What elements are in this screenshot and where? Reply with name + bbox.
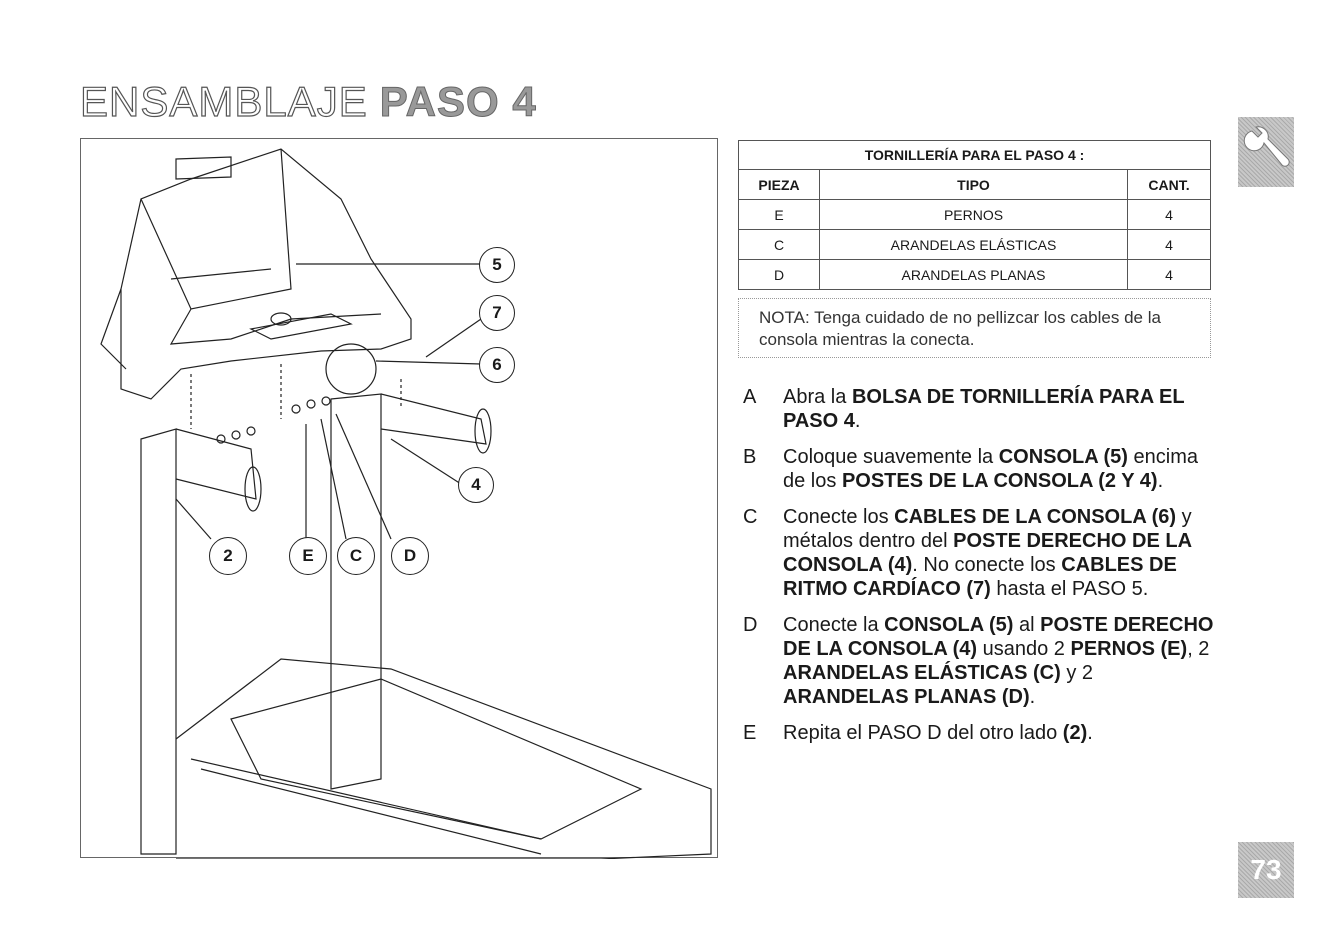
cell-tipo: ARANDELAS PLANAS	[820, 260, 1128, 290]
step-letter: D	[743, 614, 758, 636]
step-text: .	[1157, 470, 1164, 492]
table-header-row	[739, 170, 1211, 200]
hardware-caption: TORNILLERÍA PARA EL PASO 4 :	[739, 141, 1211, 170]
cell-pieza: E	[739, 200, 820, 230]
callout-C: C	[337, 537, 375, 575]
step-text: , 2	[1187, 638, 1210, 660]
step-emphasis: POSTE DERECHO DE LA CONSOLA (4)	[783, 530, 1192, 576]
step-text: .	[1087, 722, 1093, 744]
callout-2: 2	[209, 537, 247, 575]
step-letter: C	[743, 506, 758, 528]
step-text: y métalos dentro del	[783, 506, 1192, 552]
table-row	[739, 260, 1211, 290]
cell-tipo: PERNOS	[820, 200, 1128, 230]
step-emphasis: ARANDELAS PLANAS (D)	[783, 686, 1030, 708]
step-emphasis: POSTE DERECHO DE LA CONSOLA (4)	[783, 614, 1214, 660]
step-item	[738, 721, 1218, 745]
step-text: Repita el PASO D del otro lado	[783, 722, 1063, 744]
step-item	[738, 613, 1218, 709]
wrench-icon	[1238, 117, 1294, 187]
callout-6: 6	[479, 347, 515, 383]
assembly-figure	[80, 138, 718, 858]
page-number: 73	[1250, 854, 1282, 885]
step-letter: A	[743, 386, 757, 408]
header-pieza: PIEZA	[739, 170, 820, 200]
step-text: y 2	[1060, 662, 1094, 684]
step-emphasis: CABLES DE RITMO CARDÍACO (7)	[783, 554, 1177, 600]
step-text: . No conecte los	[912, 554, 1062, 576]
instruction-steps	[738, 385, 1218, 757]
page-number-tab	[1238, 842, 1294, 898]
header-cant: CANT.	[1128, 170, 1211, 200]
step-text: Conecte la	[783, 614, 885, 636]
step-item	[738, 445, 1218, 493]
step-text: Abra la	[783, 386, 852, 408]
step-item	[738, 385, 1218, 433]
step-letter: E	[743, 722, 757, 744]
step-emphasis: ARANDELAS ELÁSTICAS (C)	[783, 662, 1061, 684]
step-emphasis: CONSOLA (5)	[884, 614, 1014, 636]
step-text: Conecte los	[783, 506, 895, 528]
step-emphasis: BOLSA DE TORNILLERÍA PARA EL PASO 4	[783, 386, 1185, 432]
callout-5: 5	[479, 247, 515, 283]
callout-D: D	[391, 537, 429, 575]
table-row	[739, 200, 1211, 230]
cell-pieza: C	[739, 230, 820, 260]
header-tipo: TIPO	[820, 170, 1128, 200]
treadmill-illustration	[81, 139, 719, 859]
table-row	[739, 230, 1211, 260]
step-text: al	[1013, 614, 1041, 636]
step-emphasis: CONSOLA (5)	[998, 446, 1128, 468]
step-text: hasta el PASO 5.	[990, 578, 1149, 600]
page-title	[80, 78, 537, 126]
step-item	[738, 505, 1218, 601]
cell-cant: 4	[1128, 200, 1211, 230]
step-text: encima de los	[783, 446, 1198, 492]
hardware-table	[738, 140, 1211, 290]
step-text: .	[854, 410, 861, 432]
callout-4: 4	[458, 467, 494, 503]
step-emphasis: (2)	[1062, 722, 1088, 744]
step-emphasis: CABLES DE LA CONSOLA (6)	[894, 506, 1177, 528]
callout-E: E	[289, 537, 327, 575]
step-emphasis: PERNOS (E)	[1070, 638, 1188, 660]
step-text: .	[1029, 686, 1036, 708]
step-text: usando 2	[977, 638, 1071, 660]
cell-tipo: ARANDELAS ELÁSTICAS	[820, 230, 1128, 260]
side-tab-tools	[1238, 117, 1294, 187]
cell-cant: 4	[1128, 260, 1211, 290]
step-text: Coloque suavemente la	[783, 446, 999, 468]
step-letter: B	[743, 446, 757, 468]
note-box: NOTA: Tenga cuidado de no pellizcar los cables de la consola mientras la conecta.	[738, 298, 1211, 358]
callout-7: 7	[479, 295, 515, 331]
cell-cant: 4	[1128, 230, 1211, 260]
title-light: ENSAMBLAJE	[80, 78, 368, 125]
step-emphasis: POSTES DE LA CONSOLA (2 Y 4)	[841, 470, 1158, 492]
cell-pieza: D	[739, 260, 820, 290]
title-bold: PASO 4	[379, 78, 537, 125]
